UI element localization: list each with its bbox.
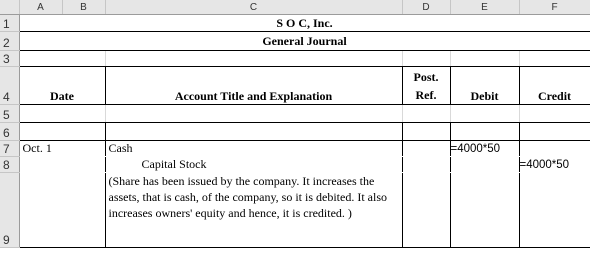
account-header-cell[interactable]: Account Title and Explanation	[105, 67, 402, 105]
sheet-row	[0, 51, 590, 67]
sheet-row	[0, 32, 590, 51]
credit-amount-cell[interactable]	[519, 173, 590, 248]
cell[interactable]	[19, 123, 105, 141]
row-header[interactable]: 6	[0, 123, 19, 141]
column-header-f[interactable]: F	[519, 0, 590, 15]
cell[interactable]	[450, 51, 519, 67]
sheet-row	[0, 15, 590, 32]
cell[interactable]	[519, 123, 590, 141]
sheet-row	[0, 123, 590, 141]
row-header[interactable]: 9	[0, 173, 19, 248]
column-header-d[interactable]: D	[402, 0, 450, 15]
column-header-e[interactable]: E	[450, 0, 519, 15]
debit-amount-cell[interactable]: =4000*50	[450, 141, 519, 157]
entry-date-cell[interactable]	[19, 157, 105, 173]
credit-amount-cell[interactable]	[519, 141, 590, 157]
cell[interactable]	[402, 51, 450, 67]
row-header[interactable]: 5	[0, 105, 19, 123]
sheet-row	[0, 67, 590, 105]
cell[interactable]	[519, 105, 590, 123]
sheet-row	[0, 105, 590, 123]
row-header[interactable]: 8	[0, 157, 19, 173]
debit-amount-cell[interactable]	[450, 173, 519, 248]
cell[interactable]	[450, 105, 519, 123]
cell[interactable]	[105, 105, 402, 123]
sheet-row	[0, 173, 590, 248]
credit-header-cell[interactable]: Credit	[519, 67, 590, 105]
cell[interactable]	[105, 51, 402, 67]
row-header[interactable]: 1	[0, 15, 19, 32]
row-header[interactable]: 3	[0, 51, 19, 67]
cell[interactable]	[519, 51, 590, 67]
post-ref-cell[interactable]	[402, 157, 450, 173]
debit-amount-cell[interactable]	[450, 157, 519, 173]
sheet-row	[0, 157, 590, 173]
credit-amount-cell[interactable]: =4000*50	[519, 157, 590, 173]
date-header-cell[interactable]: Date	[19, 67, 105, 105]
cell[interactable]	[105, 123, 402, 141]
debit-header-cell[interactable]: Debit	[450, 67, 519, 105]
explanation-cell[interactable]: (Share has been issued by the company. It increases the assets, that is cash, of the company, so it is debited. It also increases owners' equity and hence, it is credited. )	[105, 173, 402, 248]
post-ref-cell[interactable]	[402, 173, 450, 248]
cell[interactable]	[19, 51, 105, 67]
cell[interactable]	[402, 123, 450, 141]
column-header-a[interactable]: A	[19, 0, 62, 15]
sheet-row	[0, 141, 590, 157]
row-header[interactable]: 4	[0, 67, 19, 105]
debit-account-cell[interactable]: Cash	[105, 141, 402, 157]
select-all-corner[interactable]	[0, 0, 19, 15]
post-ref-header-cell[interactable]: Post. Ref.	[402, 67, 450, 105]
cell[interactable]	[402, 105, 450, 123]
row-header[interactable]: 2	[0, 32, 19, 51]
entry-date-cell[interactable]	[19, 173, 105, 248]
credit-account-cell[interactable]: Capital Stock	[105, 157, 402, 173]
post-ref-cell[interactable]	[402, 141, 450, 157]
cell[interactable]	[19, 105, 105, 123]
column-header-row	[0, 0, 590, 15]
column-header-b[interactable]: B	[62, 0, 105, 15]
journal-title-cell[interactable]: General Journal	[19, 32, 590, 51]
company-name-cell[interactable]: S O C, Inc.	[19, 15, 590, 32]
row-header[interactable]: 7	[0, 141, 19, 157]
column-header-c[interactable]: C	[105, 0, 402, 15]
cell[interactable]	[450, 123, 519, 141]
entry-date-cell[interactable]: Oct. 1	[19, 141, 105, 157]
